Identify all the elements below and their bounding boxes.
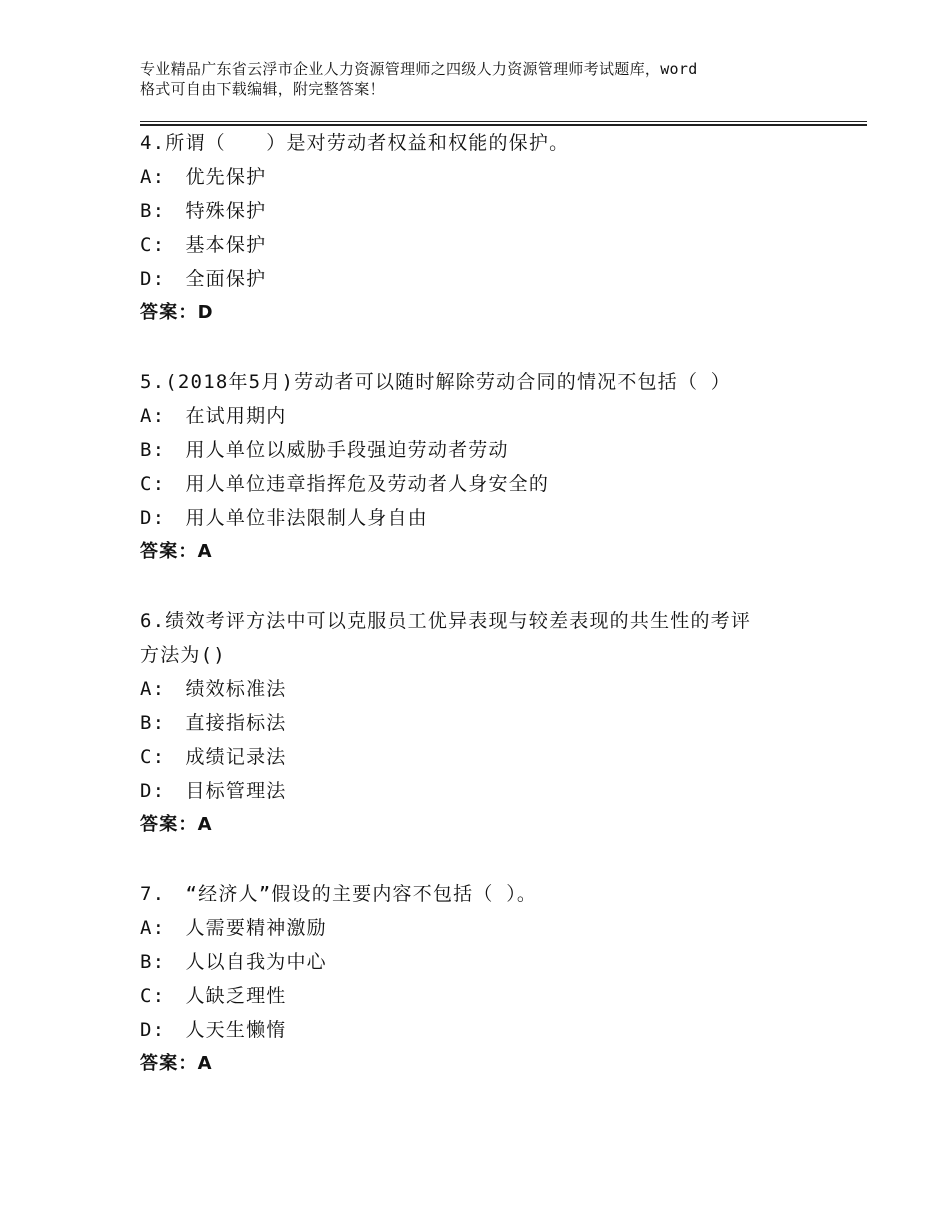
answer-value: D <box>197 302 214 323</box>
document-header <box>140 59 840 99</box>
option-a: A: 人需要精神激励 <box>140 917 327 939</box>
question-4 <box>140 126 820 330</box>
answer-label: 答案： <box>140 814 198 835</box>
option-c: C: 用人单位违章指挥危及劳动者人身安全的 <box>140 473 550 495</box>
header-line-1: 专业精品广东省云浮市企业人力资源管理师之四级人力资源管理师考试题库，word <box>140 60 698 78</box>
answer-line <box>140 535 820 569</box>
question-7 <box>140 877 820 1081</box>
option-c: C: 成绩记录法 <box>140 746 287 768</box>
answer-line <box>140 808 820 842</box>
option-a: A: 优先保护 <box>140 166 267 188</box>
option-a: A: 绩效标准法 <box>140 678 287 700</box>
option-a: A: 在试用期内 <box>140 405 287 427</box>
answer-label: 答案： <box>140 1053 198 1074</box>
question-5 <box>140 365 820 569</box>
question-6 <box>140 604 820 842</box>
answer-line <box>140 1047 820 1081</box>
question-stem: 5.(2018年5月)劳动者可以随时解除劳动合同的情况不包括（ ） <box>140 371 731 393</box>
option-d: D: 用人单位非法限制人身自由 <box>140 507 428 529</box>
option-b: B: 直接指标法 <box>140 712 287 734</box>
option-b: B: 用人单位以威胁手段强迫劳动者劳动 <box>140 439 509 461</box>
option-d: D: 目标管理法 <box>140 780 287 802</box>
answer-value: A <box>197 814 213 835</box>
answer-value: A <box>197 1053 213 1074</box>
header-divider-thin <box>140 121 867 122</box>
question-stem: 6.绩效考评方法中可以克服员工优异表现与较差表现的共生性的考评 <box>140 610 752 632</box>
answer-line <box>140 296 820 330</box>
option-d: D: 人天生懒惰 <box>140 1019 287 1041</box>
answer-label: 答案： <box>140 541 198 562</box>
answer-value: A <box>197 541 213 562</box>
option-c: C: 基本保护 <box>140 234 267 256</box>
option-d: D: 全面保护 <box>140 268 267 290</box>
answer-label: 答案： <box>140 302 198 323</box>
option-b: B: 特殊保护 <box>140 200 267 222</box>
option-c: C: 人缺乏理性 <box>140 985 287 1007</box>
question-stem-continued: 方法为() <box>140 644 226 666</box>
question-stem: 4.所谓（ ）是对劳动者权益和权能的保护。 <box>140 132 570 154</box>
header-line-2: 格式可自由下载编辑，附完整答案！ <box>140 80 385 98</box>
question-stem: 7. “经济人”假设的主要内容不包括（ ）。 <box>140 883 538 905</box>
option-b: B: 人以自我为中心 <box>140 951 327 973</box>
